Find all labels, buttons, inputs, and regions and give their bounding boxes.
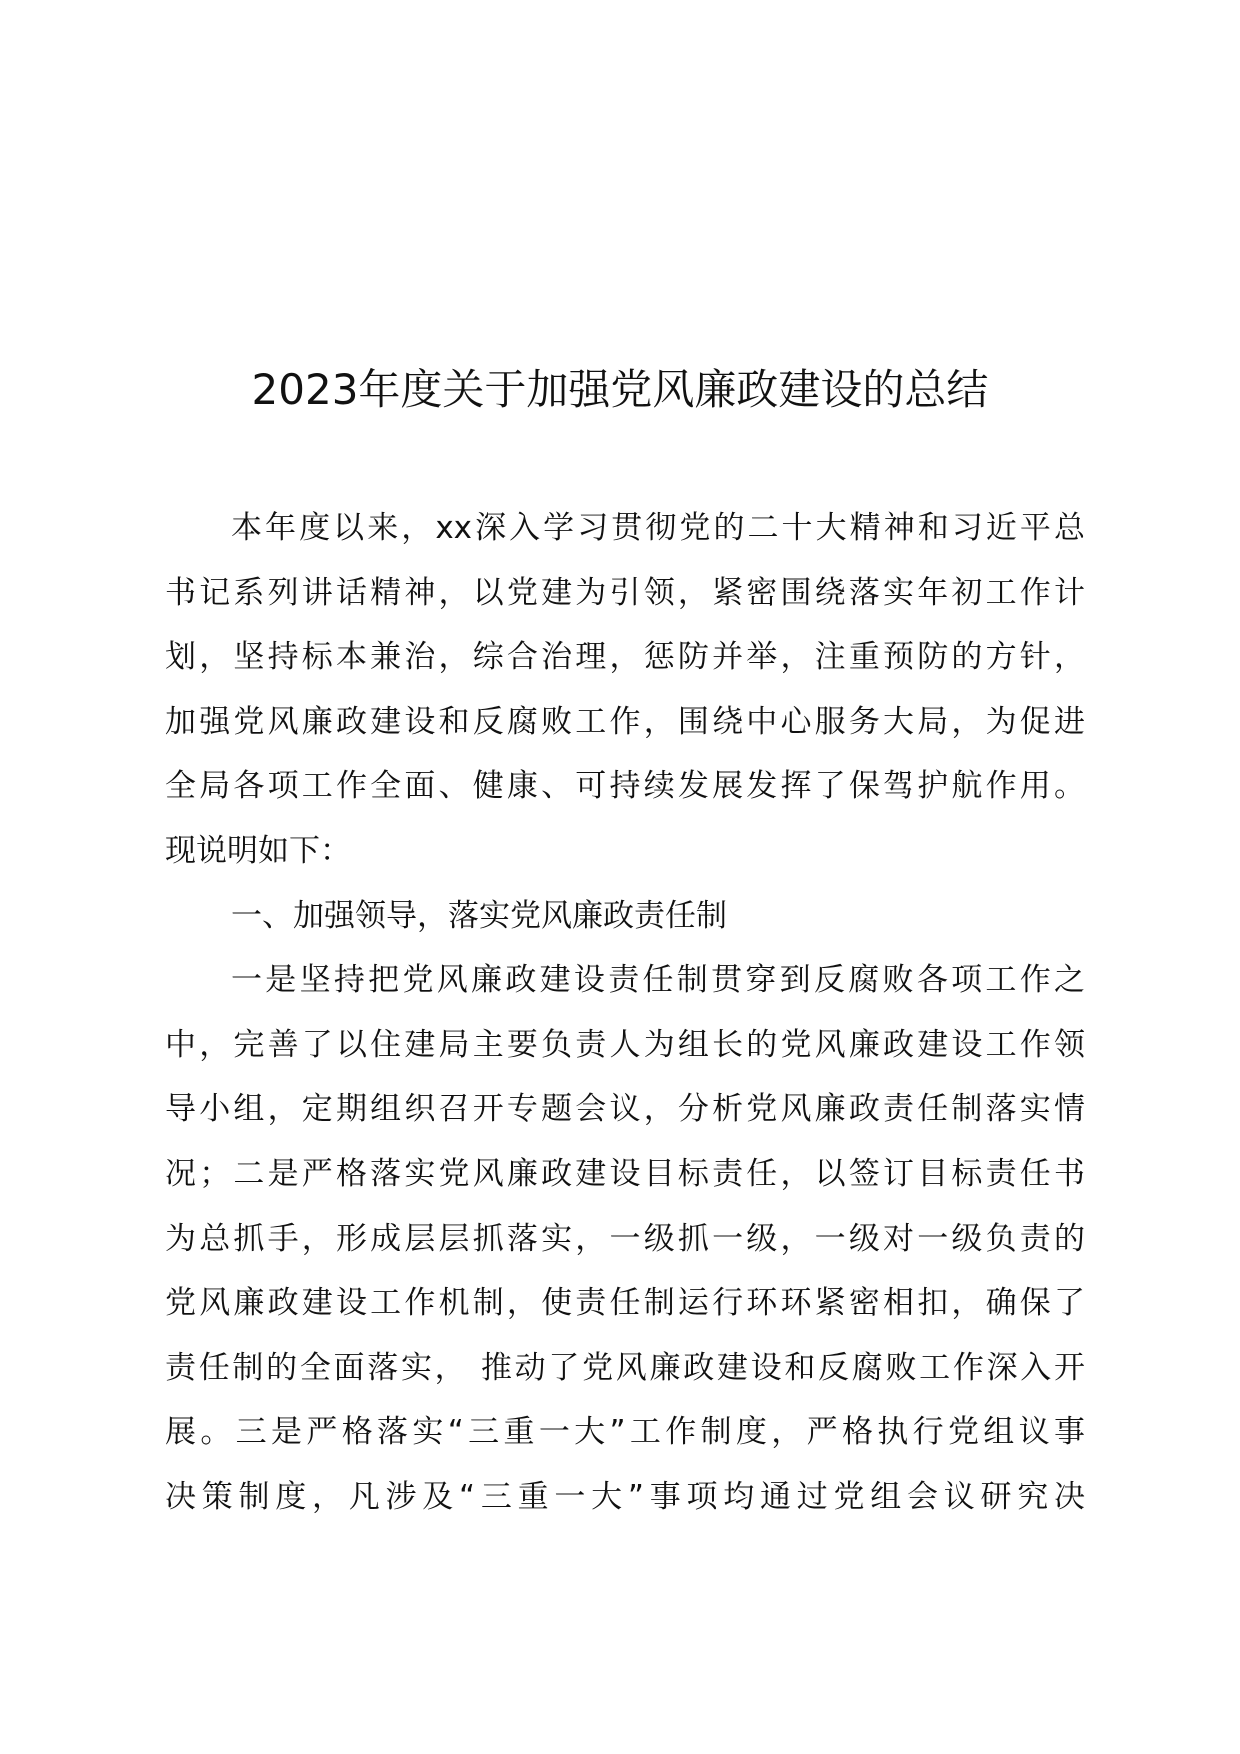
section-heading: 一、加强领导，落实党风廉政责任制 bbox=[231, 897, 727, 934]
document-body bbox=[165, 496, 1085, 1530]
document-title: 2023年度关于加强党风廉政建设的总结 bbox=[251, 365, 989, 414]
paragraph-line: 加强党风廉政建设和反腐败工作，围绕中心服务大局，为促进 bbox=[165, 703, 1085, 740]
paragraph-line: 中，完善了以住建局主要负责人为组长的党风廉政建设工作领 bbox=[165, 1026, 1085, 1063]
paragraph-line: 决策制度，凡涉及“三重一大”事项均通过党组会议研究决 bbox=[165, 1478, 1085, 1515]
paragraph-line: 况；二是严格落实党风廉政建设目标责任，以签订目标责任书 bbox=[165, 1155, 1085, 1192]
paragraph-line: 划，坚持标本兼治，综合治理，惩防并举，注重预防的方针， bbox=[165, 639, 1085, 676]
paragraph-line: 为总抓手，形成层层抓落实，一级抓一级，一级对一级负责的 bbox=[165, 1220, 1085, 1257]
paragraph-line: 党风廉政建设工作机制，使责任制运行环环紧密相扣，确保了 bbox=[165, 1285, 1085, 1322]
paragraph-line: 导小组，定期组织召开专题会议，分析党风廉政责任制落实情 bbox=[165, 1091, 1085, 1128]
paragraph-line: 书记系列讲话精神，以党建为引领，紧密围绕落实年初工作计 bbox=[165, 574, 1085, 611]
paragraph-line: 全局各项工作全面、健康、可持续发展发挥了保驾护航作用。 bbox=[165, 768, 1085, 805]
paragraph-line: 展。三是严格落实“三重一大”工作制度，严格执行党组议事 bbox=[165, 1414, 1085, 1451]
paragraph-line: 现说明如下： bbox=[165, 832, 351, 869]
paragraph-line: 一是坚持把党风廉政建设责任制贯穿到反腐败各项工作之 bbox=[231, 962, 1085, 999]
paragraph-line: 本年度以来，xx深入学习贯彻党的二十大精神和习近平总 bbox=[231, 510, 1085, 546]
paragraph-line: 责任制的全面落实， 推动了党风廉政建设和反腐败工作深入开 bbox=[165, 1349, 1085, 1386]
